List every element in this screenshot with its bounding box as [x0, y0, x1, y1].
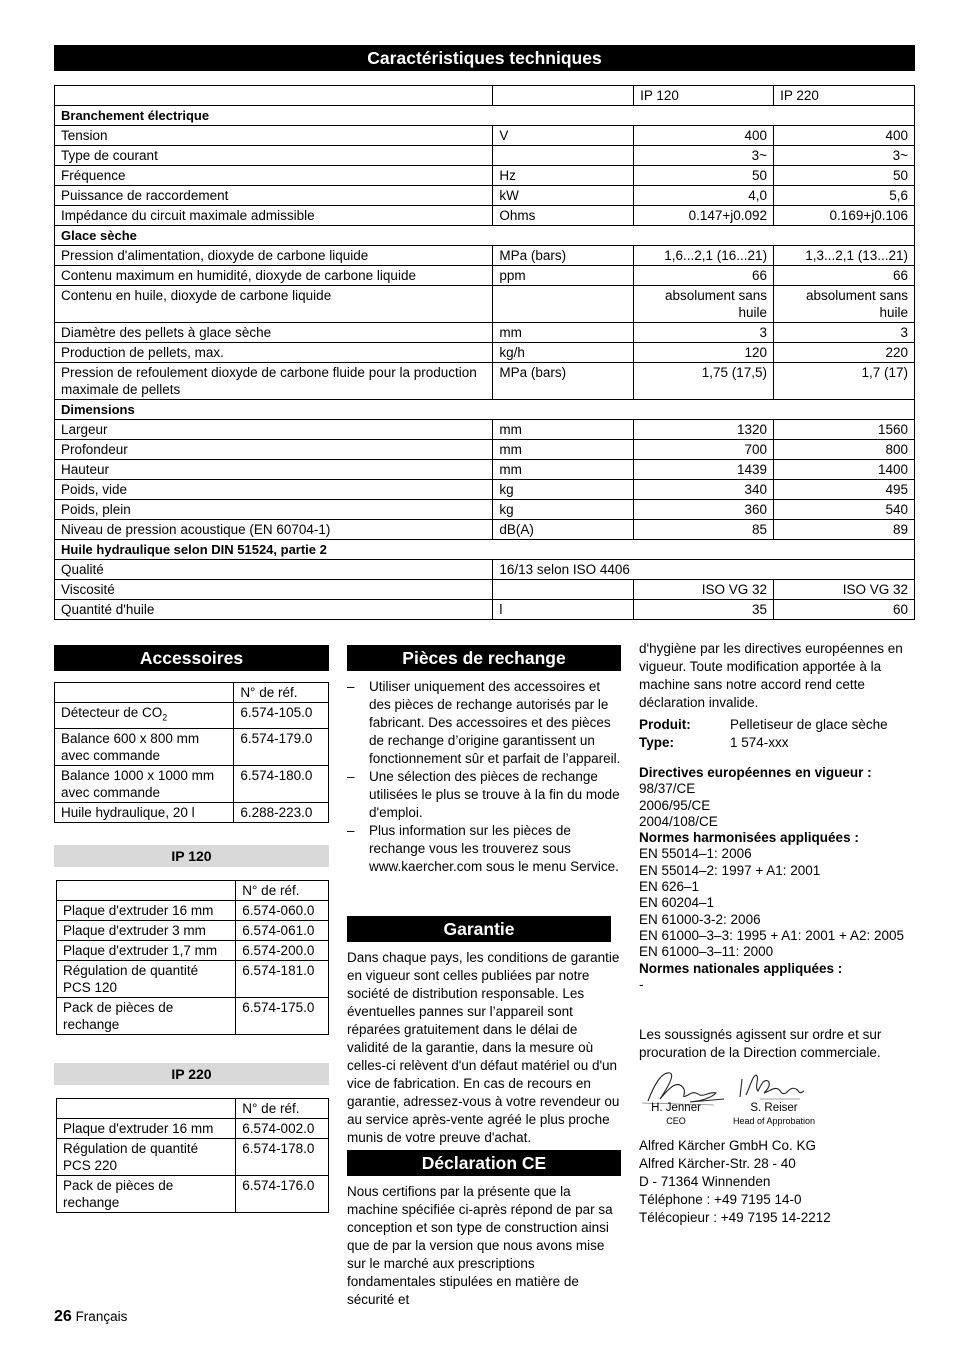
accessories-table	[54, 682, 329, 823]
spec-row	[55, 166, 915, 186]
parts-header-row	[55, 683, 329, 703]
spec-value-ip120: 340	[634, 480, 774, 500]
product-info	[639, 716, 915, 752]
parts-row	[57, 941, 329, 961]
parts-row	[55, 765, 329, 802]
spec-label: Profondeur	[55, 440, 493, 460]
parts-header-blank	[57, 1099, 236, 1119]
spec-row	[55, 146, 915, 166]
directive-item: 98/37/CE	[639, 781, 696, 797]
spec-label: Quantité d'huile	[55, 600, 493, 620]
spec-row	[55, 460, 915, 480]
type-value: 1 574-xxx	[730, 735, 789, 750]
part-ref: 6.574-200.0	[236, 941, 329, 961]
parts-header-ref: N° de réf.	[236, 881, 329, 901]
spec-value-ip220: 60	[774, 600, 915, 620]
spec-value-ip220: 89	[774, 520, 915, 540]
address-line: Télécopieur : +49 7195 14-2212	[639, 1210, 831, 1225]
spec-label: Pression de refoulement dioxyde de carbone fluide pour la production maximale de pellets	[55, 363, 493, 400]
spec-label: Contenu en huile, dioxyde de carbone liquide	[55, 286, 493, 323]
product-label: Produit:	[639, 717, 691, 732]
spec-label: Fréquence	[55, 166, 493, 186]
signatory-2-name: S. Reiser	[750, 1102, 798, 1114]
spec-row	[55, 323, 915, 343]
spec-value-ip120: 3	[634, 323, 774, 343]
parts-header-row	[57, 1099, 329, 1119]
spec-value-ip220: ISO VG 32	[774, 580, 915, 600]
spec-unit: kg/h	[493, 343, 634, 363]
part-ref: 6.574-180.0	[234, 765, 329, 802]
spec-value-ip220: 1,7 (17)	[774, 363, 915, 400]
spec-label: Poids, vide	[55, 480, 493, 500]
spec-label: Largeur	[55, 420, 493, 440]
spec-section-label: Dimensions	[55, 400, 915, 420]
spec-unit: l	[493, 600, 634, 620]
spec-value: 16/13 selon ISO 4406	[493, 560, 915, 580]
address-line: Alfred Kärcher GmbH Co. KG	[639, 1138, 817, 1153]
spec-row	[55, 286, 915, 323]
spec-row	[55, 480, 915, 500]
footer-language: Français	[75, 1309, 128, 1324]
directive-item: 2004/108/CE	[639, 813, 718, 829]
spec-value-ip120: 1320	[634, 420, 774, 440]
spec-unit: V	[493, 126, 634, 146]
spec-table	[54, 85, 915, 620]
spec-label: Viscosité	[55, 580, 493, 600]
parts-header-blank	[57, 881, 236, 901]
signature-reiser	[740, 1075, 804, 1097]
spec-unit: mm	[493, 420, 634, 440]
harmonised-norm-item: EN 60204–1	[639, 895, 715, 911]
spec-label: Hauteur	[55, 460, 493, 480]
spec-row	[55, 580, 915, 600]
part-name	[55, 728, 234, 765]
part-name-text: Balance 1000 x 1000 mm avec commande	[61, 767, 215, 800]
spec-header-blank	[493, 86, 634, 106]
part-name-text: Plaque d'extruder 1,7 mm	[63, 943, 218, 958]
warranty-text: Dans chaque pays, les conditions de garantie en vigueur sont celles publiées par notre société de distribution responsable. Les éventuelles pannes sur l’appareil sont réparées gratuitement dans le délai de validité de la garantie, dans la mesure où celles-ci relèvent d'un défaut matériel ou d'un vice de fabrication. En cas de recours en garantie, adressez-vous à votre revendeur ou au service après-vente agréé le plus proche munis de votre preuve d'achat.	[347, 950, 620, 1145]
spec-value-ip120: 85	[634, 520, 774, 540]
parts-row	[55, 703, 329, 729]
part-name-text: Régulation de quantité PCS 220	[63, 1141, 199, 1173]
page-footer	[54, 1307, 127, 1327]
spec-value-ip220: 495	[774, 480, 915, 500]
part-name	[57, 961, 236, 998]
spec-value-ip120: 35	[634, 600, 774, 620]
spec-value-ip220: 1400	[774, 460, 915, 480]
parts-row	[57, 961, 329, 998]
address-line: Téléphone : +49 7195 14-0	[639, 1192, 802, 1207]
spare-parts-item: – Une sélection des pièces de rechange utilisées le plus se trouve à la fin du mode d'emploi.	[347, 768, 621, 822]
part-ref: 6.574-175.0	[236, 998, 329, 1035]
harmonised-norm-item: EN 55014–2: 1997 + A1: 2001	[639, 862, 821, 878]
signatory-1-role: CEO	[666, 1116, 686, 1126]
declaration-heading: Déclaration CE	[347, 1150, 621, 1176]
ip120-table	[56, 880, 329, 1035]
spec-value-ip220: 0.169+j0.106	[774, 206, 915, 226]
spec-value-ip120: 1,6...2,1 (16...21)	[634, 246, 774, 266]
harmonised-norm-item: EN 61000–3–3: 1995 + A1: 2001 + A2: 2005	[639, 927, 904, 943]
spec-section-label: Huile hydraulique selon DIN 51524, partie 2	[55, 540, 915, 560]
part-name	[57, 998, 236, 1035]
spec-unit: kg	[493, 480, 634, 500]
part-name	[57, 1119, 236, 1139]
spec-row	[55, 246, 915, 266]
spec-value-ip120: absolument sans huile	[634, 286, 774, 323]
spec-section-row	[55, 540, 915, 560]
harmonised-norm-item: EN 61000–3–11: 2000	[639, 944, 774, 960]
declaration-continued: d'hygiène par les directives européennes en vigueur. Toute modification apportée à la machine sans notre accord rend cette déclaration invalide.	[639, 641, 903, 710]
spec-value-ip120: 3~	[634, 146, 774, 166]
spec-value-ip120: 400	[634, 126, 774, 146]
parts-row	[57, 1139, 329, 1176]
ip220-table	[56, 1098, 329, 1213]
spec-label: Type de courant	[55, 146, 493, 166]
parts-header-ref: N° de réf.	[236, 1099, 329, 1119]
spec-header-row	[55, 86, 915, 106]
part-name-text: Plaque d'extruder 16 mm	[63, 1121, 214, 1136]
spec-label: Diamètre des pellets à glace sèche	[55, 323, 493, 343]
spec-label: Qualité	[55, 560, 493, 580]
spec-unit: kg	[493, 500, 634, 520]
spec-label: Pression d'alimentation, dioxyde de carbone liquide	[55, 246, 493, 266]
part-name	[57, 1139, 236, 1176]
spec-unit: mm	[493, 460, 634, 480]
spec-unit: MPa (bars)	[493, 246, 634, 266]
national-value: -	[639, 976, 644, 992]
signature-jenner	[648, 1073, 724, 1102]
spec-unit: mm	[493, 440, 634, 460]
national-title: Normes nationales appliquées :	[639, 960, 843, 976]
spec-label: Contenu maximum en humidité, dioxyde de carbone liquide	[55, 266, 493, 286]
signatory-2-role: Head of Approbation	[732, 1116, 816, 1126]
spec-value-ip120: ISO VG 32	[634, 580, 774, 600]
spec-label: Production de pellets, max.	[55, 343, 493, 363]
part-name-text: Plaque d'extruder 16 mm	[63, 903, 214, 918]
spec-unit	[493, 146, 634, 166]
spare-parts-item: – Plus information sur les pièces de rechange vous les trouverez sous www.kaercher.com sous le menu Service.	[347, 822, 621, 876]
warranty-heading: Garantie	[347, 916, 611, 942]
spec-value-ip120: 1,75 (17,5)	[634, 363, 774, 400]
spec-unit: mm	[493, 323, 634, 343]
parts-row	[57, 901, 329, 921]
spec-label: Poids, plein	[55, 500, 493, 520]
part-name	[57, 921, 236, 941]
company-address	[639, 1137, 915, 1227]
part-name	[57, 901, 236, 921]
spec-value-ip120: 66	[634, 266, 774, 286]
spec-header-model: IP 120	[634, 86, 774, 106]
parts-row	[57, 998, 329, 1035]
spec-value-ip220: absolument sans huile	[774, 286, 915, 323]
spec-value-ip120: 360	[634, 500, 774, 520]
spec-label: Impédance du circuit maximale admissible	[55, 206, 493, 226]
spec-value-ip220: 3~	[774, 146, 915, 166]
harmonised-title: Normes harmonisées appliquées :	[639, 830, 859, 846]
part-ref: 6.574-060.0	[236, 901, 329, 921]
spec-unit: MPa (bars)	[493, 363, 634, 400]
address-line: Alfred Kärcher-Str. 28 - 40	[639, 1156, 796, 1171]
type-label: Type:	[639, 735, 675, 750]
part-ref: 6.574-002.0	[236, 1119, 329, 1139]
part-ref: 6.574-061.0	[236, 921, 329, 941]
spec-row	[55, 363, 915, 400]
spec-section-row	[55, 400, 915, 420]
spec-unit	[493, 286, 634, 323]
spec-value-ip220: 5,6	[774, 186, 915, 206]
page-number: 26	[54, 1308, 72, 1325]
part-name	[55, 802, 234, 822]
harmonised-norm-item: EN 61000-3-2: 2006	[639, 911, 761, 927]
spec-row	[55, 520, 915, 540]
harmonised-norm-item: EN 55014–1: 2006	[639, 846, 752, 862]
part-name-text: Pack de pièces de rechange	[63, 1000, 174, 1032]
part-name-subscript: 2	[162, 712, 168, 723]
spec-label: Niveau de pression acoustique (EN 60704-1)	[55, 520, 493, 540]
spec-row	[55, 206, 915, 226]
signatories-text: Les soussignés agissent sur ordre et sur procuration de la Direction commerciale.	[639, 1027, 882, 1060]
part-name-text: Régulation de quantité PCS 120	[63, 963, 199, 995]
norms-block	[639, 765, 915, 993]
spec-value-ip220: 1,3...2,1 (13...21)	[774, 246, 915, 266]
ip220-heading: IP 220	[54, 1063, 329, 1085]
spec-header-blank	[55, 86, 493, 106]
part-ref: 6.574-178.0	[236, 1139, 329, 1176]
ip120-heading: IP 120	[54, 845, 329, 867]
parts-row	[55, 728, 329, 765]
part-name	[55, 765, 234, 802]
declaration-text: Nous certifions par la présente que la machine spécifiée ci-après répond de par sa conception et son type de construction ainsi que de par la version que nous avons mise sur le marché aux prescriptions fondamentales stipulées en matière de sécurité et	[347, 1184, 613, 1307]
parts-header-ref: N° de réf.	[234, 683, 329, 703]
spec-value-ip220: 1560	[774, 420, 915, 440]
spec-value-ip120: 50	[634, 166, 774, 186]
spec-section-row	[55, 106, 915, 126]
spec-unit: dB(A)	[493, 520, 634, 540]
signatory-1-name: H. Jenner	[651, 1102, 701, 1114]
part-name	[57, 1176, 236, 1213]
harmonised-norm-item: EN 626–1	[639, 879, 700, 895]
part-name	[57, 941, 236, 961]
part-ref: 6.574-179.0	[234, 728, 329, 765]
parts-row	[57, 921, 329, 941]
product-value: Pelletiseur de glace sèche	[730, 717, 888, 732]
spec-unit: kW	[493, 186, 634, 206]
spec-row	[55, 560, 915, 580]
address-line: D - 71364 Winnenden	[639, 1174, 771, 1189]
spec-header-model: IP 220	[774, 86, 915, 106]
parts-header-row	[57, 881, 329, 901]
spec-unit	[493, 580, 634, 600]
part-ref: 6.574-176.0	[236, 1176, 329, 1213]
part-name	[55, 703, 234, 729]
part-ref: 6.574-105.0	[234, 703, 329, 729]
directive-item: 2006/95/CE	[639, 797, 711, 813]
spec-row	[55, 600, 915, 620]
spec-value-ip220: 66	[774, 266, 915, 286]
spec-row	[55, 186, 915, 206]
spec-row	[55, 500, 915, 520]
spec-value-ip220: 540	[774, 500, 915, 520]
parts-row	[57, 1119, 329, 1139]
spec-section-label: Glace sèche	[55, 226, 915, 246]
spec-value-ip120: 4,0	[634, 186, 774, 206]
spec-value-ip220: 800	[774, 440, 915, 460]
spec-value-ip120: 1439	[634, 460, 774, 480]
spec-value-ip220: 400	[774, 126, 915, 146]
part-name-text: Balance 600 x 800 mm avec commande	[61, 730, 200, 763]
parts-row	[55, 802, 329, 822]
part-name-text: Détecteur de CO	[61, 705, 163, 720]
spec-section-label: Branchement électrique	[55, 106, 915, 126]
part-ref: 6.574-181.0	[236, 961, 329, 998]
parts-header-blank	[55, 683, 234, 703]
spec-label: Tension	[55, 126, 493, 146]
accessories-heading: Accessoires	[54, 645, 329, 671]
spare-parts-item: – Utiliser uniquement des accessoires et des pièces de rechange autorisés par le fabricant. Des accessoires et des pièces de rechange d’origine garantissent un fonctionnement sûr et parfait de l’appareil.	[347, 678, 621, 768]
spec-unit: Hz	[493, 166, 634, 186]
spec-label: Puissance de raccordement	[55, 186, 493, 206]
spec-row	[55, 266, 915, 286]
spec-value-ip220: 50	[774, 166, 915, 186]
spec-unit: ppm	[493, 266, 634, 286]
spec-value-ip120: 700	[634, 440, 774, 460]
spec-section-row	[55, 226, 915, 246]
spare-parts-list	[347, 678, 621, 876]
part-name-text: Huile hydraulique, 20 l	[61, 804, 195, 820]
part-name-text: Pack de pièces de rechange	[63, 1178, 174, 1210]
part-name-text: Plaque d'extruder 3 mm	[63, 923, 206, 938]
spec-row	[55, 343, 915, 363]
spec-value-ip120: 0.147+j0.092	[634, 206, 774, 226]
spec-row	[55, 440, 915, 460]
directives-title: Directives européennes en vigueur :	[639, 765, 872, 780]
spec-value-ip120: 120	[634, 343, 774, 363]
spec-row	[55, 420, 915, 440]
spec-unit: Ohms	[493, 206, 634, 226]
spare-parts-heading: Pièces de rechange	[347, 645, 621, 671]
spec-value-ip220: 220	[774, 343, 915, 363]
page-title: Caractéristiques techniques	[54, 45, 915, 71]
spec-row	[55, 126, 915, 146]
spec-value-ip220: 3	[774, 323, 915, 343]
parts-row	[57, 1176, 329, 1213]
part-ref: 6.288-223.0	[234, 802, 329, 822]
